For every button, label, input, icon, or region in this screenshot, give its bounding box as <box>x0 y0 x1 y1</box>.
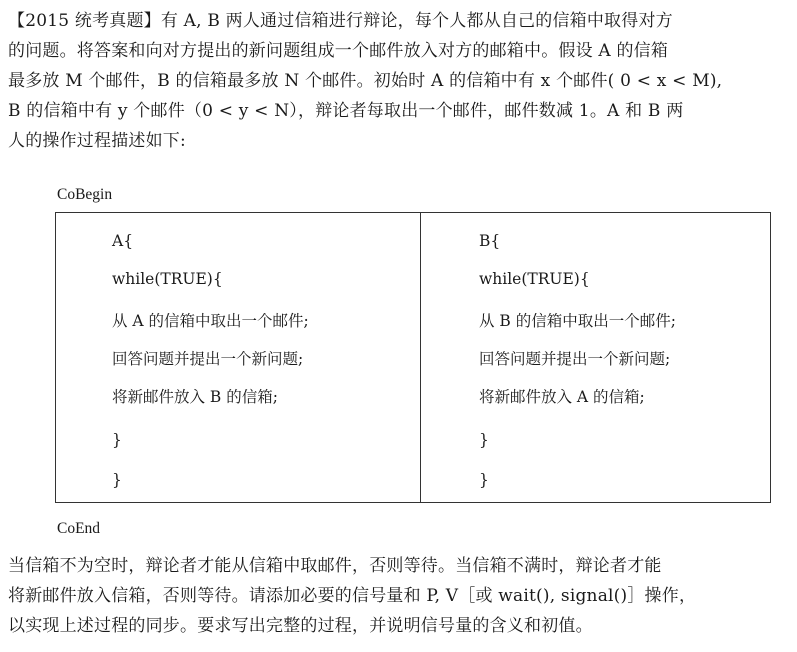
coend-label: CoEnd <box>57 520 101 537</box>
process-a-step-1: 从 A 的信箱中取出一个邮件; <box>112 312 309 330</box>
outro-line-1: 当信箱不为空时，辩论者才能从信箱中取邮件，否则等待。当信箱不满时，辩论者才能 <box>8 556 662 576</box>
intro-line-3: 最多放 M 个邮件，B 的信箱最多放 N 个邮件。初始时 A 的信箱中有 x 个邮件( 0 < x < M), <box>8 71 723 91</box>
process-a-step-2: 回答问题并提出一个新问题; <box>112 350 304 368</box>
problem-statement <box>8 6 792 156</box>
process-a-close-block: } <box>112 471 122 489</box>
pseudocode-table <box>55 212 771 503</box>
process-a-header: A{ <box>112 232 134 250</box>
process-b-close-loop: } <box>479 431 489 449</box>
process-a-step-3: 将新邮件放入 B 的信箱; <box>112 388 278 406</box>
process-a-close-loop: } <box>112 431 122 449</box>
intro-line-4: B 的信箱中有 y 个邮件（0 < y < N），辩论者每取出一个邮件，邮件数减 1。A 和 B 两 <box>8 101 684 121</box>
process-b-step-3: 将新邮件放入 A 的信箱; <box>479 388 645 406</box>
process-b-column <box>421 213 770 502</box>
intro-line-1: 【2015 统考真题】有 A, B 两人通过信箱进行辩论，每个人都从自己的信箱中取得对方 <box>8 11 673 31</box>
intro-line-2: 的问题。将答案和向对方提出的新问题组成一个邮件放入对方的邮箱中。假设 A 的信箱 <box>8 41 669 61</box>
process-b-header: B{ <box>479 232 501 250</box>
process-a-column <box>56 213 421 502</box>
process-a-loop: while(TRUE){ <box>112 270 223 288</box>
process-b-close-block: } <box>479 471 489 489</box>
cobegin-label: CoBegin <box>57 186 113 203</box>
process-b-step-2: 回答问题并提出一个新问题; <box>479 350 671 368</box>
process-b-step-1: 从 B 的信箱中取出一个邮件; <box>479 312 676 330</box>
process-b-loop: while(TRUE){ <box>479 270 590 288</box>
requirement-statement <box>8 551 792 641</box>
outro-line-2: 将新邮件放入信箱，否则等待。请添加必要的信号量和 P, V［或 wait(), signal()］操作， <box>8 586 697 606</box>
intro-line-5: 人的操作过程描述如下: <box>8 131 186 151</box>
outro-line-3: 以实现上述过程的同步。要求写出完整的过程，并说明信号量的含义和初值。 <box>8 616 593 636</box>
